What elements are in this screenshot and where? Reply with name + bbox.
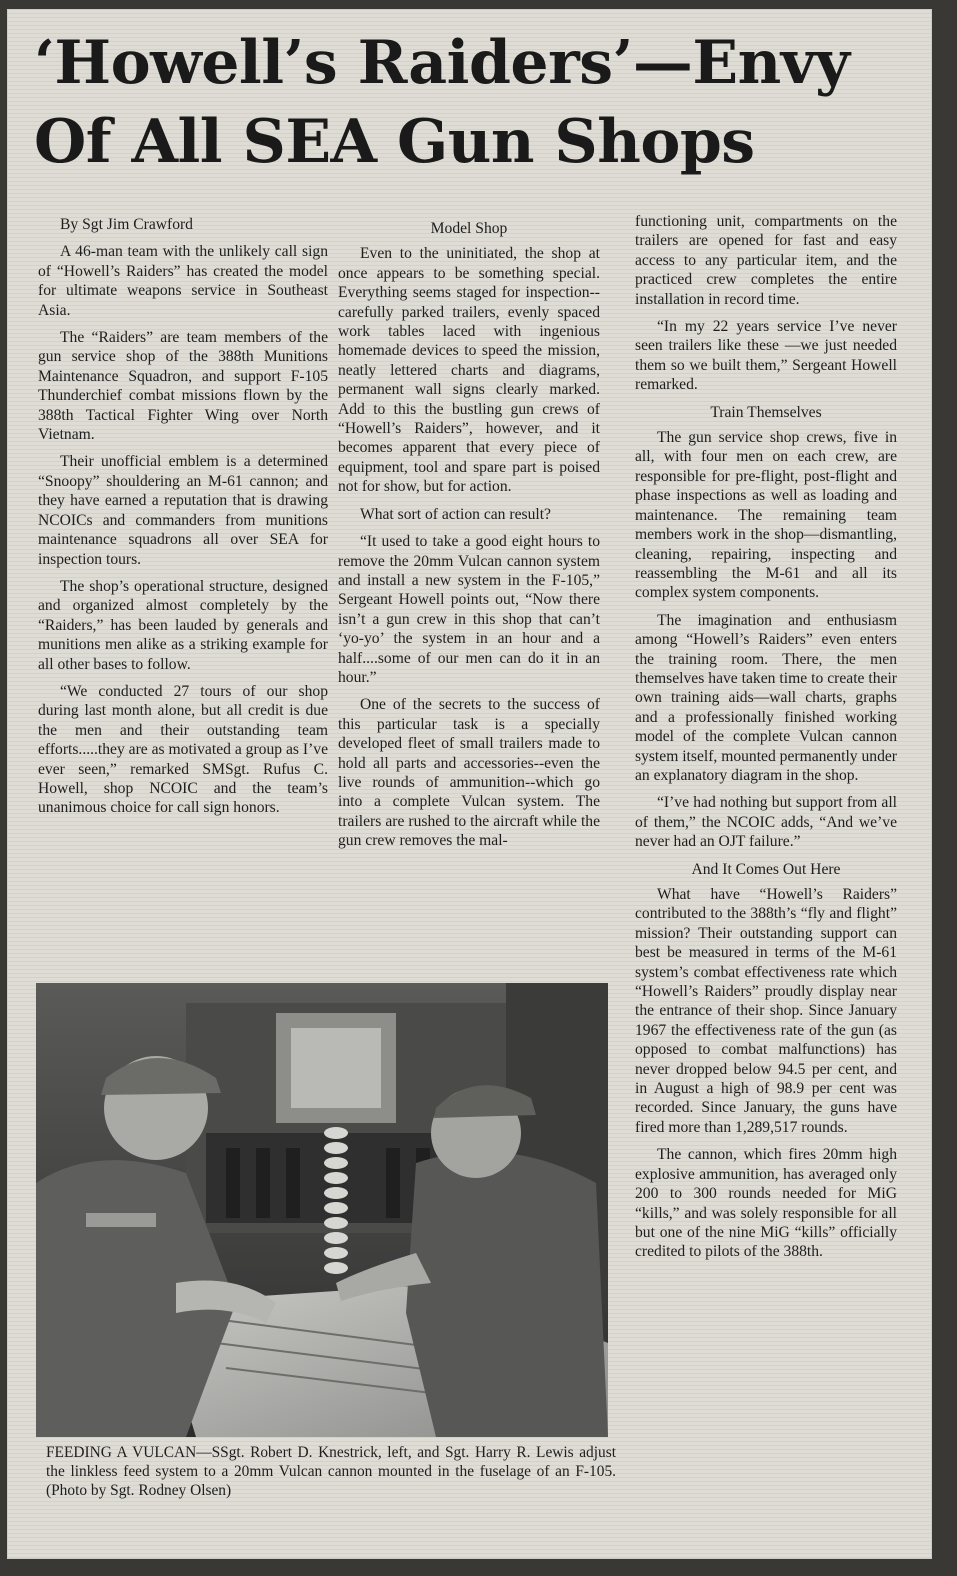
paragraph: The “Raiders” are team members of the gun service shop of the 388th Munitions Maintenance Squadron, and support F-105 Thunderchief combat missions flown by the 388th Tactical Fighter Wing over North Vietnam.	[38, 329, 328, 444]
paragraph: What have “Howell’s Raiders” contributed to the 388th’s “fly and flight” mission? Their outstanding support can best be measured in terms of the M-61 system’s combat effectiveness rate which “Howell’s Raiders” proudly display near the entrance of their shop. Since January 1967 the effectiveness rate of the gun (as opposed to combat malfunctions) has never dropped below 94.5 per cent, and in August a high of 98.9 per cent was recorded. Since January, the guns have fired more than 1,289,517 rounds.	[635, 886, 897, 1136]
paragraph: A 46-man team with the unlikely call sign of “Howell’s Raiders” has created the model for ultimate weapons service in Southeast Asia.	[38, 243, 328, 319]
paragraph: “In my 22 years service I’ve never seen trailers like these —we just needed them so we built them,” Sergeant Howell remarked.	[635, 318, 897, 394]
headline-line-1: ‘Howell’s Raiders’—Envy	[34, 28, 850, 98]
column-2	[338, 215, 600, 859]
newspaper-clipping	[8, 10, 931, 1558]
paragraph: Their unofficial emblem is a determined “Snoopy” shouldering an M-61 cannon; and they have earned a reputation that is drawing NCOICs and commanders from munitions maintenance squadrons all over SEA for inspection tours.	[38, 453, 328, 568]
subhead-model-shop: Model Shop	[430, 220, 508, 237]
column-3	[635, 212, 897, 1270]
paragraph: The cannon, which fires 20mm high explosive ammunition, has averaged only 200 to 300 rounds needed for MiG “kills,” and was solely responsible for all but one of the nine MiG “kills” officially credited to pilots of the 388th.	[635, 1146, 897, 1261]
paragraph: Even to the uninitiated, the shop at once appears to be something special. Everything seems staged for inspection--carefully parked trailers, evenly spaced work tables laced with ingenious homemade devices to speed the mission, neatly lettered charts and diagrams, permanent wall signs clearly marked. Add to this the bustling gun crews of “Howell’s Raiders”, however, and it becomes apparent that every piece of equipment, tool and spare part is poised not for show, but for action.	[338, 245, 600, 496]
paragraph: functioning unit, compartments on the trailers are opened for fast and easy access to any particular item, and the practiced crew completes the entire installation in record time.	[635, 213, 897, 308]
paragraph: The imagination and enthusiasm among “Howell’s Raiders” even enters the training room. There, the men themselves have taken time to create their own training aids—wall charts, graphs and a professionally finished working model of the complete Vulcan cannon system itself, mounted permanently under an explanatory diagram in the shop.	[635, 611, 898, 784]
paragraph: “I’ve had nothing but support from all of them,” the NCOIC adds, “And we’ve never had an OJT failure.”	[635, 794, 897, 851]
paragraph: “It used to take a good eight hours to remove the 20mm Vulcan cannon system and install a new system in the F-105,” Sergeant Howell points out, “Now there isn’t a gun crew in this shop that can’t ‘yo-yo’ the system in an hour and a half....some of our men can do it in an hour.”	[338, 533, 600, 686]
subhead-train-themselves: Train Themselves	[710, 403, 822, 421]
paragraph: One of the secrets to the success of this particular task is a specially developed fleet of small trailers made to hold all parts and accessories--even the live rounds of ammunition--which go into a complete Vulcan system. The trailers are rushed to the aircraft while the gun crew removes the mal-	[338, 696, 600, 850]
byline: By Sgt Jim Crawford	[60, 216, 193, 233]
photo-feeding-vulcan	[36, 983, 608, 1437]
paragraph: The gun service shop crews, five in all, with four men on each crew, are responsible for pre-flight, post-flight and phase inspections as well as loading and maintenance. The remaining team members work in the shop—dismantling, cleaning, repairing, inspecting and reassembling the M-61 and all its complex system components.	[635, 429, 897, 602]
column-1	[38, 215, 328, 826]
paragraph: The shop’s operational structure, designed and organized almost completely by the “Raiders,” has been lauded by generals and munitions men alike as a striking example for all other bases to follow.	[38, 577, 328, 673]
paragraph: What sort of action can result?	[360, 505, 551, 523]
photo-caption: FEEDING A VULCAN—SSgt. Robert D. Knestrick, left, and Sgt. Harry R. Lewis adjust the linkless feed system to a 20mm Vulcan cannon mounted in the fuselage of an F-105. (Photo by Sgt. Rodney Olsen)	[46, 1444, 616, 1499]
headline	[34, 24, 914, 182]
paragraph: “We conducted 27 tours of our shop during last month alone, but all credit is due the men and their outstanding team efforts.....they are as motivated a group as I’ve ever seen,” remarked SMSgt. Rufus C. Howell, shop NCOIC and the team’s unanimous choice for call sign honors.	[38, 682, 328, 817]
subhead-comes-out-here: And It Comes Out Here	[691, 860, 841, 878]
headline-line-2: Of All SEA Gun Shops	[34, 107, 755, 177]
